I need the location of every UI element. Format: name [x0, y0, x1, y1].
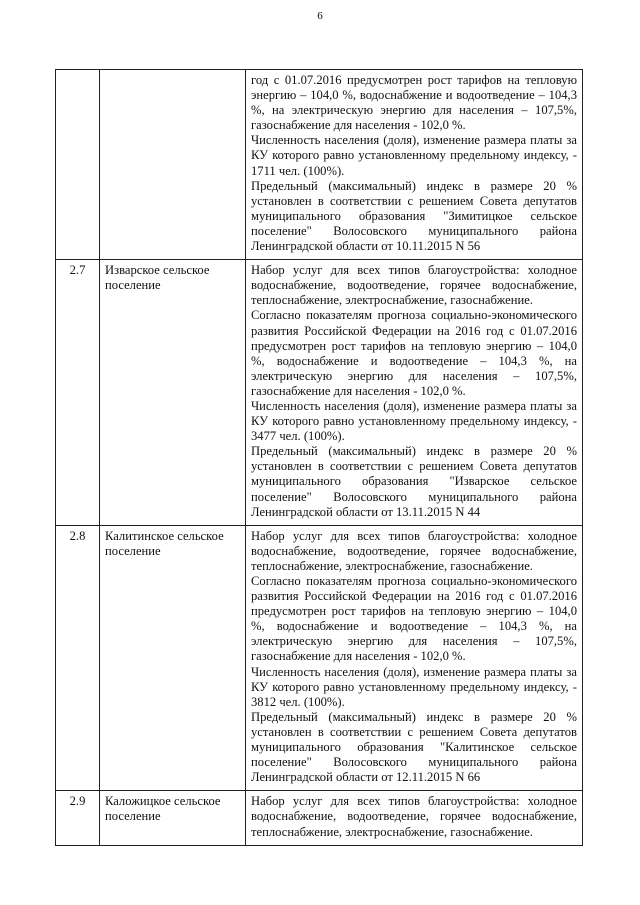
row-number: 2.7 [56, 260, 100, 526]
description-paragraph: Численность населения (доля), изменение размера платы за КУ которого равно установленному предельному индексу, - 3477 чел. (100%). [251, 398, 577, 444]
settlement-name: Калитинское сельское поселение [100, 525, 246, 791]
row-description [246, 525, 583, 791]
settlement-name [100, 70, 246, 260]
row-description [246, 791, 583, 845]
description-paragraph: Предельный (максимальный) индекс в размере 20 % установлен в соответствии с решением Совета депутатов муниципального образования "Изварское сельское поселение" Волосовского муниципального района Ленинградской области от 13.11.2015 N 44 [251, 444, 577, 519]
description-paragraph: Согласно показателям прогноза социально-экономического развития Российской Федерации на 2016 год с 01.07.2016 предусмотрен рост тарифов на тепловую энергию – 104,0 %, водоснабжение и водоотведение – 104,3 %, на электрическую энергию для населения – 107,5%, газоснабжение для населения - 102,0 %. [251, 574, 577, 664]
description-paragraph: Предельный (максимальный) индекс в размере 20 % установлен в соответствии с решением Совета депутатов муниципального образования "Калитинское сельское поселение" Волосовского муниципального района Ленинградской области от 12.11.2015 N 66 [251, 709, 577, 785]
description-paragraph: Согласно показателям прогноза социально-экономического развития Российской Федерации на 2016 год с 01.07.2016 предусмотрен рост тарифов на тепловую энергию – 104,0 %, водоснабжение и водоотведение – 104,3 %, на электрическую энергию для населения – 107,5%, газоснабжение для населения - 102,0 %. [251, 308, 577, 398]
settlement-name: Изварское сельское поселение [100, 260, 246, 526]
table-row [56, 260, 583, 526]
row-number: 2.9 [56, 791, 100, 845]
page-number: 6 [317, 10, 323, 22]
table-row [56, 525, 583, 791]
row-description [246, 260, 583, 526]
table-row [56, 791, 583, 845]
description-paragraph: Численность населения (доля), изменение размера платы за КУ которого равно установленному предельному индексу, - 3812 чел. (100%). [251, 664, 577, 709]
description-paragraph: Набор услуг для всех типов благоустройства: холодное водоснабжение, водоотведение, горячее водоснабжение, теплоснабжение, электроснабжение, газоснабжение. [251, 528, 577, 573]
description-paragraph: Предельный (максимальный) индекс в размере 20 % установлен в соответствии с решением Совета депутатов муниципального образования "Зимитицкое сельское поселение" Волосовского муниципального района Ленинградской области от 10.11.2015 N 56 [251, 178, 577, 254]
description-paragraph: Набор услуг для всех типов благоустройства: холодное водоснабжение, водоотведение, горячее водоснабжение, теплоснабжение, электроснабжение, газоснабжение. [251, 263, 577, 308]
row-number [56, 70, 100, 260]
row-number: 2.8 [56, 525, 100, 791]
description-paragraph: Набор услуг для всех типов благоустройства: холодное водоснабжение, водоотведение, горячее водоснабжение, теплоснабжение, электроснабжение, газоснабжение. [251, 794, 577, 839]
description-paragraph: год с 01.07.2016 предусмотрен рост тарифов на тепловую энергию – 104,0 %, водоснабжение и водоотведение – 104,3 %, на электрическую энергию для населения – 107,5%, газоснабжение для населения - 102,0 %. [251, 73, 577, 133]
description-paragraph: Численность населения (доля), изменение размера платы за КУ которого равно установленному предельному индексу, - 1711 чел. (100%). [251, 133, 577, 178]
settlement-name: Каложицкое сельское поселение [100, 791, 246, 845]
row-description [246, 70, 583, 260]
table-row [56, 70, 583, 260]
document-table [55, 69, 583, 846]
